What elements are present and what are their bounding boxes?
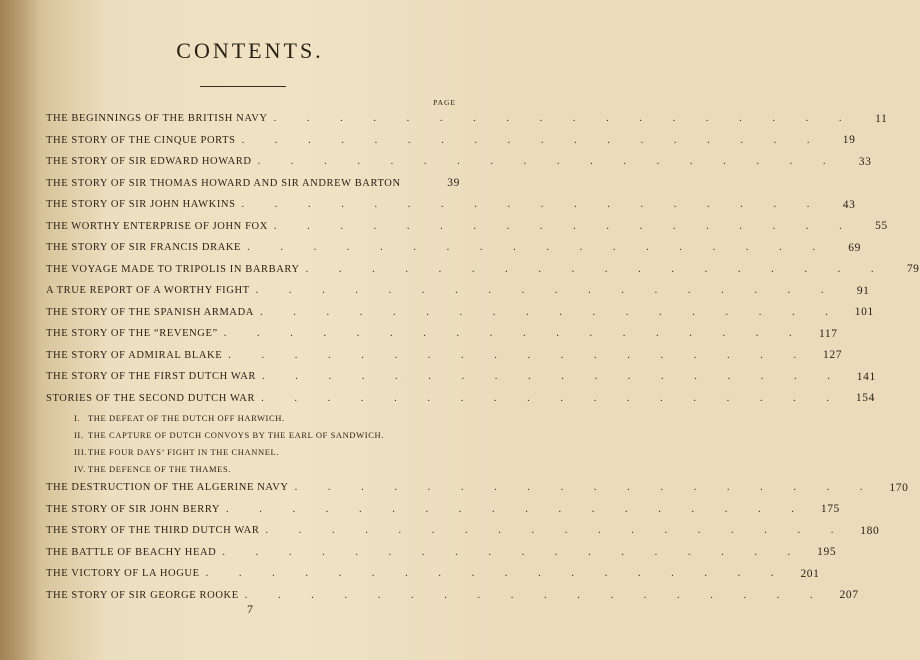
contents-entry <box>46 108 888 130</box>
dot-leader: . . . . . . . . . . . . . . . . . . <box>273 220 856 232</box>
entry-title: THE BEGINNINGS OF THE BRITISH NAVY <box>46 113 268 125</box>
entry-page: 39 <box>447 177 460 190</box>
sub-entry <box>46 443 460 460</box>
entry-page: 127 <box>823 349 843 362</box>
entry-title: THE STORY OF SIR JOHN HAWKINS <box>46 199 236 211</box>
entry-page: 195 <box>817 546 837 559</box>
dot-leader: . . . . . . . . . . . . . . . . . . <box>241 199 824 211</box>
entry-page: 11 <box>875 112 888 125</box>
contents-entry <box>46 499 840 521</box>
sub-entry-text: THE DEFEAT OF THE DUTCH OFF HARWICH. <box>88 412 285 423</box>
dot-leader: . . . . . . . . . . . . . . . . . . <box>247 242 829 254</box>
entry-title: THE STORY OF ADMIRAL BLAKE <box>46 349 223 361</box>
dot-leader: . . . . . . . . . . . . . . . . . . <box>241 134 824 146</box>
contents-entry <box>46 542 837 564</box>
dot-leader: . . . . . . . . . . . . . . . . . . <box>305 263 888 275</box>
entry-title: THE STORY OF SIR THOMAS HOWARD AND SIR ANDREW BARTON <box>46 177 401 189</box>
contents-entry <box>46 388 875 410</box>
contents-entry <box>46 345 843 367</box>
entry-title: THE WORTHY ENTERPRISE OF JOHN FOX <box>46 220 268 232</box>
dot-leader: . . . . . . . . . . . . . . . . . . <box>261 392 843 404</box>
sub-entry-number: III. <box>74 446 88 457</box>
entry-title: THE STORY OF THE THIRD DUTCH WAR <box>46 525 260 537</box>
sub-entry <box>46 460 460 477</box>
entry-title: A TRUE REPORT OF A WORTHY FIGHT <box>46 285 250 297</box>
entry-title: THE BATTLE OF BEACHY HEAD <box>46 546 217 558</box>
entry-title: THE VICTORY OF LA HOGUE <box>46 568 200 580</box>
contents-entry <box>46 520 880 542</box>
entry-page: 170 <box>889 481 909 494</box>
sub-entry-number: IV. <box>74 463 86 474</box>
contents-entry <box>46 216 888 238</box>
entry-page: 154 <box>855 392 875 405</box>
entry-page: 207 <box>839 589 859 602</box>
entry-page: 175 <box>820 503 840 516</box>
entry-page: 69 <box>848 241 861 254</box>
entry-title: THE DESTRUCTION OF THE ALGERINE NAVY <box>46 482 289 494</box>
contents-entry <box>46 151 872 173</box>
page-edge-shadow <box>0 0 40 660</box>
entry-title: THE STORY OF THE FIRST DUTCH WAR <box>46 371 256 383</box>
entry-page: 141 <box>856 370 876 383</box>
dot-leader: . . . . . . . . . . . . . . . . . . <box>259 306 842 318</box>
page-column-header: PAGE <box>433 98 456 107</box>
entry-page: 201 <box>800 567 820 580</box>
contents-entry <box>46 194 856 216</box>
sub-entry-number: I. <box>74 412 81 423</box>
dot-leader: . . . . . . . . . . . . . . . . . . <box>223 328 806 340</box>
sub-entry <box>46 409 460 426</box>
entry-page: 33 <box>858 155 872 168</box>
dot-leader: . . . . . . . . . . . . . . . . . . <box>244 589 827 601</box>
entry-title: THE VOYAGE MADE TO TRIPOLIS IN BARBARY <box>46 263 300 275</box>
page-number: 7 <box>247 602 253 616</box>
contents-entry <box>46 477 909 499</box>
dot-leader: . . . . . . . . . . . . . . . . . . <box>261 371 844 383</box>
entry-title: THE STORY OF THE CINQUE PORTS <box>46 134 236 146</box>
dot-leader: . . . . . . . . . . . . . . . . . . <box>255 285 838 297</box>
contents-list <box>46 108 920 606</box>
contents-entry <box>46 280 870 302</box>
entry-page: 79 <box>906 263 920 276</box>
contents-entry <box>46 173 460 195</box>
contents-entry <box>46 366 876 388</box>
dot-leader: . . . . . . . . . . . . . . . . . . <box>273 113 856 125</box>
dot-leader: . . . . . . . . . . . . . . . . . . <box>265 525 848 537</box>
entry-page: 19 <box>842 134 856 147</box>
sub-entry <box>46 426 460 443</box>
entry-page: 55 <box>875 220 888 233</box>
sub-entry-text: THE DEFENCE OF THE THAMES. <box>88 463 232 474</box>
entry-title: THE STORY OF THE SPANISH ARMADA <box>46 306 254 318</box>
contents-entry <box>46 323 838 345</box>
dot-leader: . . . . . . . . . . . . . . . . . . <box>294 482 877 494</box>
page-title: CONTENTS. <box>176 38 324 63</box>
sub-entry-text: THE FOUR DAYS’ FIGHT IN THE CHANNEL. <box>88 446 280 457</box>
dot-leader: . . . . . . . . . . . . . . . . . . <box>226 503 808 515</box>
entry-title: THE STORY OF THE “REVENGE” <box>46 328 218 340</box>
entry-page: 43 <box>842 198 856 211</box>
contents-entry <box>46 259 920 281</box>
entry-page: 117 <box>818 327 838 340</box>
dot-leader: . . . . . . . . . . . . . . . . . . <box>205 568 788 580</box>
sub-entry-text: THE CAPTURE OF DUTCH CONVOYS BY THE EARL OF SANDWICH. <box>88 429 384 440</box>
contents-entry <box>46 237 861 259</box>
contents-entry <box>46 563 820 585</box>
entry-title: THE STORY OF SIR JOHN BERRY <box>46 503 221 515</box>
contents-entry <box>46 130 856 152</box>
dot-leader: . . . . . . . . . . . . . . . . . . <box>228 349 811 361</box>
entry-page: 180 <box>860 524 880 537</box>
sub-entry-number: II. <box>74 429 84 440</box>
entry-page: 101 <box>854 306 874 319</box>
title-rule <box>200 86 286 87</box>
dot-leader: . . . . . . . . . . . . . . . . . . <box>222 546 805 558</box>
entry-page: 91 <box>856 284 870 297</box>
entry-title: STORIES OF THE SECOND DUTCH WAR <box>46 392 256 404</box>
contents-entry <box>46 302 874 324</box>
entry-title: THE STORY OF SIR EDWARD HOWARD <box>46 156 252 168</box>
dot-leader: . . . . . . . . . . . . . . . . . . <box>257 156 840 168</box>
entry-title: THE STORY OF SIR GEORGE ROOKE <box>46 589 239 601</box>
entry-title: THE STORY OF SIR FRANCIS DRAKE <box>46 242 242 254</box>
